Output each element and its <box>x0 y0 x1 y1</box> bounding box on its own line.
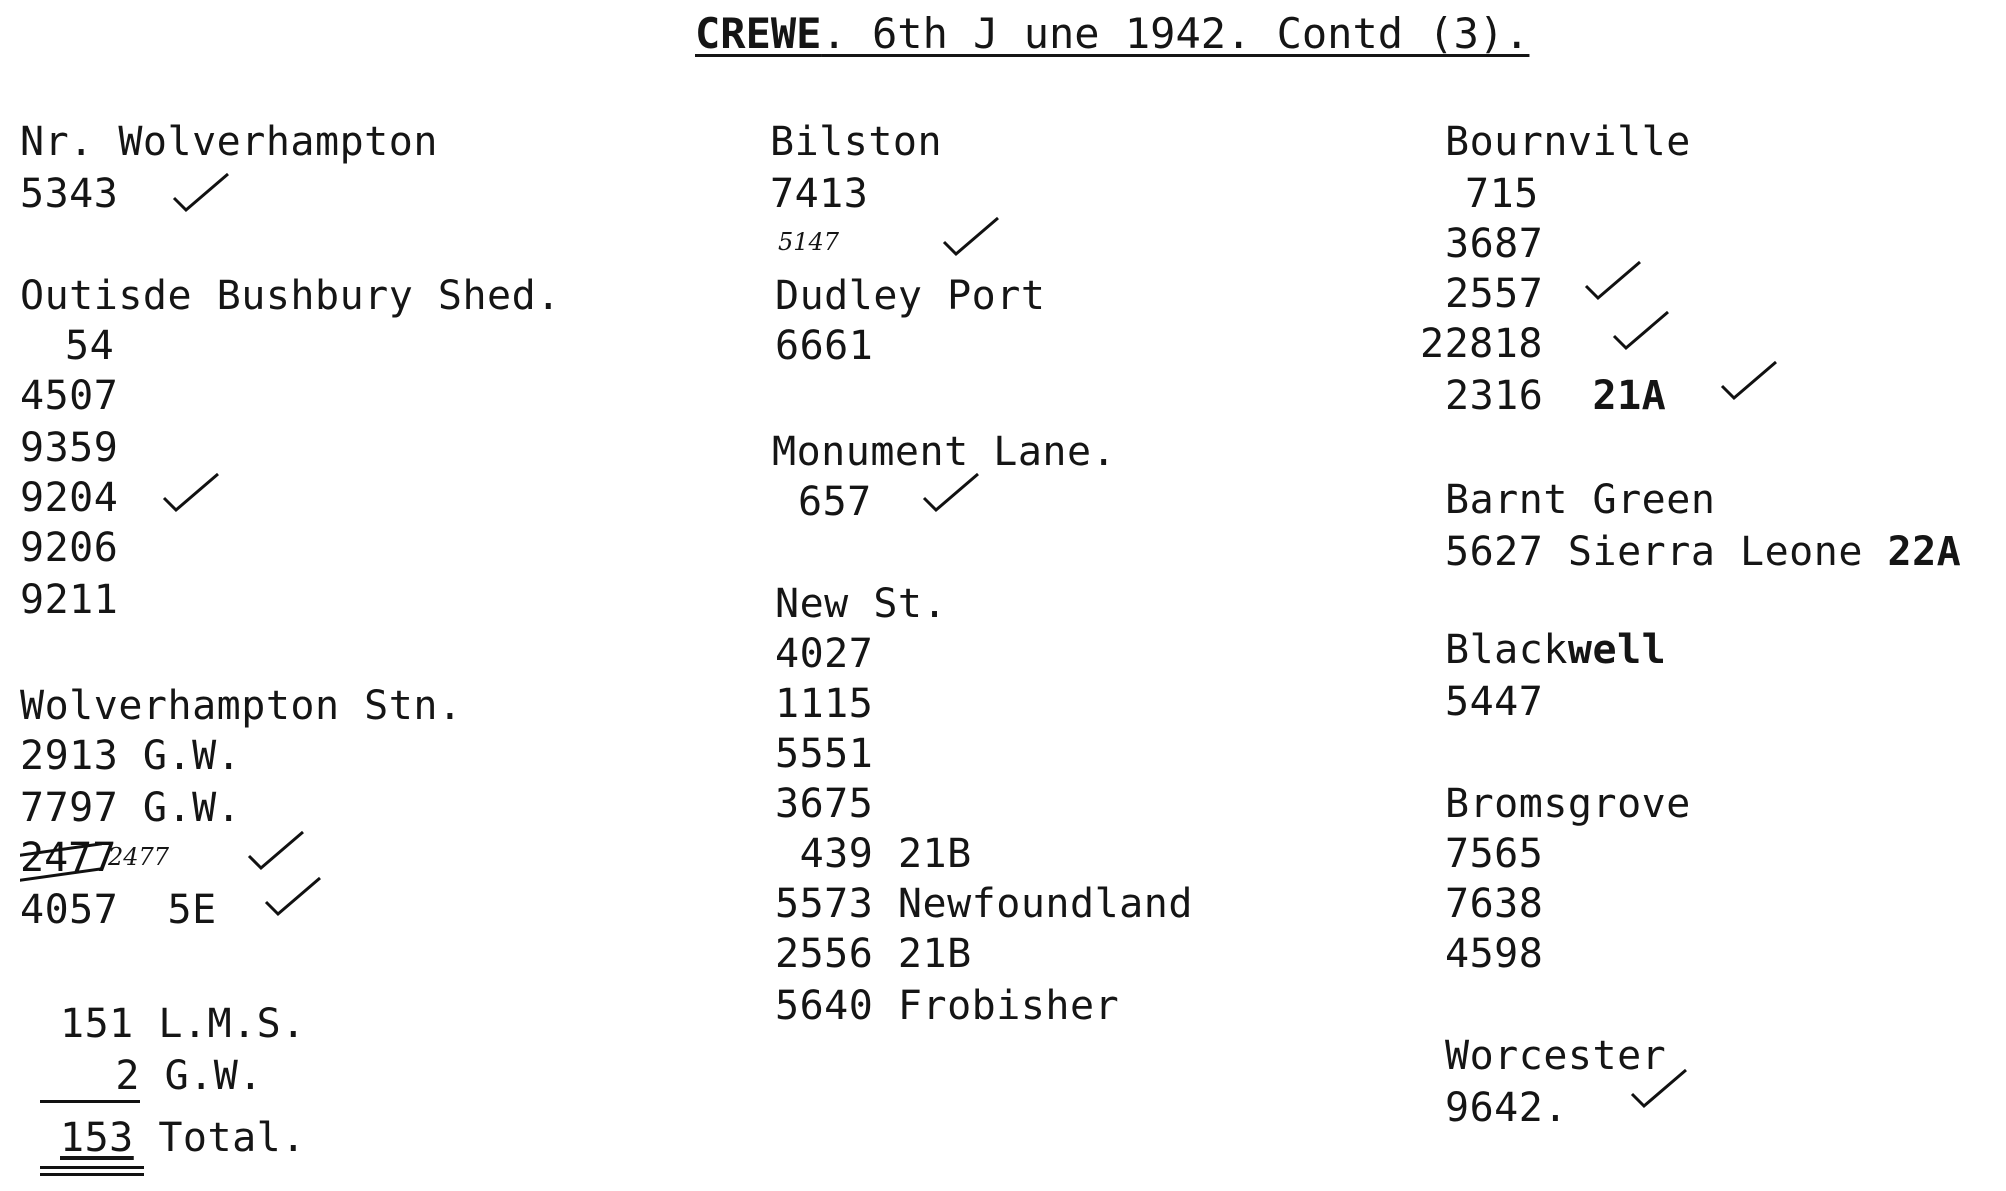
total-gw <box>60 1052 263 1100</box>
loco-row <box>775 982 1119 1030</box>
loco-number: 2316 <box>1445 373 1544 419</box>
shed-code: 21A <box>1592 373 1667 419</box>
loco-number: 1115 <box>775 681 874 727</box>
loco-number: 439 <box>799 831 874 877</box>
loco-number: 9359 <box>20 425 119 471</box>
count: 151 <box>60 1001 134 1047</box>
loco-number: 54 <box>65 323 115 369</box>
loco-number: 4507 <box>20 373 119 419</box>
loco-number: 7565 <box>1445 831 1544 877</box>
loco-number: 5343 <box>20 171 119 217</box>
shed-code: 22A <box>1887 529 1962 575</box>
tick-mark <box>1582 256 1646 304</box>
tick-mark <box>262 872 326 920</box>
tick-mark <box>160 468 224 516</box>
loco-row <box>20 886 217 934</box>
heading-bromsgrove: Bromsgrove <box>1445 781 1691 827</box>
loco-row <box>775 830 972 878</box>
loco-number: 5627 <box>1445 529 1544 575</box>
count: 153 <box>60 1115 134 1161</box>
tick-mark <box>1628 1064 1692 1112</box>
loco-row <box>1445 372 1666 420</box>
double-rule <box>40 1166 144 1169</box>
loco-number: 4027 <box>775 631 874 677</box>
handwritten-number: 2477 <box>108 843 170 871</box>
heading-blackwell: Blackwell <box>1445 627 1667 673</box>
loco-row <box>775 930 972 978</box>
title-place: CREWE <box>695 9 822 58</box>
tick-mark <box>245 826 309 874</box>
loco-number: 9211 <box>20 577 119 623</box>
count-label: Total. <box>158 1115 306 1161</box>
count-label: L.M.S. <box>158 1001 306 1047</box>
tick-mark <box>920 468 984 516</box>
loco-number: 9642. <box>1445 1085 1568 1131</box>
tick-mark <box>1718 356 1782 404</box>
heading-monument-lane: Monument Lane. <box>772 429 1117 475</box>
loco-number: 9206 <box>20 525 119 571</box>
loco-number: 3687 <box>1445 221 1544 267</box>
loco-name: Frobisher <box>897 983 1120 1029</box>
page-title <box>695 8 1529 60</box>
loco-name: Newfoundland <box>897 881 1193 927</box>
loco-number: 3675 <box>775 781 874 827</box>
double-rule <box>40 1173 144 1176</box>
shed-code: 21B <box>897 831 972 877</box>
loco-number: 715 <box>1465 171 1539 217</box>
heading-nr-wolverhampton: Nr. Wolverhampton <box>20 119 438 165</box>
loco-row <box>20 732 241 780</box>
total-all <box>60 1114 306 1162</box>
struck-number: 2477 <box>20 835 117 881</box>
sum-rule <box>40 1100 140 1103</box>
loco-number: 5447 <box>1445 679 1544 725</box>
loco-number: 7797 <box>20 785 119 831</box>
loco-number: 6661 <box>775 323 874 369</box>
heading-dudley-port: Dudley Port <box>775 273 1046 319</box>
shed-code: 5E <box>167 887 217 933</box>
heading-barnt-green: Barnt Green <box>1445 477 1716 523</box>
handwritten-number: 5147 <box>778 228 840 256</box>
heading-bournville: Bournville <box>1445 119 1691 165</box>
count-label: G.W. <box>164 1053 263 1099</box>
heading-bilston: Bilston <box>770 119 943 165</box>
heading-new-st: New St. <box>775 581 948 627</box>
loco-row <box>775 880 1193 928</box>
title-rest: . 6th J une 1942. Contd (3). <box>821 9 1530 58</box>
loco-row <box>20 784 241 832</box>
loco-number: 22818 <box>1420 321 1543 367</box>
tick-mark <box>940 212 1004 260</box>
loco-number: 2557 <box>1445 271 1544 317</box>
heading-worcester: Worcester <box>1445 1033 1667 1079</box>
count: 2 <box>115 1053 140 1099</box>
heading-bushbury-shed: Outisde Bushbury Shed. <box>20 273 561 319</box>
loco-number: 2556 <box>775 931 874 977</box>
loco-number: 4598 <box>1445 931 1544 977</box>
loco-number: 4057 <box>20 887 119 933</box>
loco-row <box>1445 528 1961 576</box>
loco-number: 7638 <box>1445 881 1544 927</box>
tick-mark <box>170 168 234 216</box>
loco-number: 2913 <box>20 733 119 779</box>
railway-note: G.W. <box>142 785 242 831</box>
heading-wolverhampton-stn: Wolverhampton Stn. <box>20 683 463 729</box>
shed-code: 21B <box>897 931 972 977</box>
loco-number: 5573 <box>775 881 874 927</box>
loco-name: Sierra Leone <box>1567 529 1863 575</box>
tick-mark <box>1610 306 1674 354</box>
loco-number: 657 <box>798 479 872 525</box>
loco-number: 5551 <box>775 731 874 777</box>
loco-number: 5640 <box>775 983 874 1029</box>
loco-number: 7413 <box>770 171 869 217</box>
total-lms <box>60 1000 306 1048</box>
railway-note: G.W. <box>142 733 242 779</box>
loco-number: 9204 <box>20 475 119 521</box>
